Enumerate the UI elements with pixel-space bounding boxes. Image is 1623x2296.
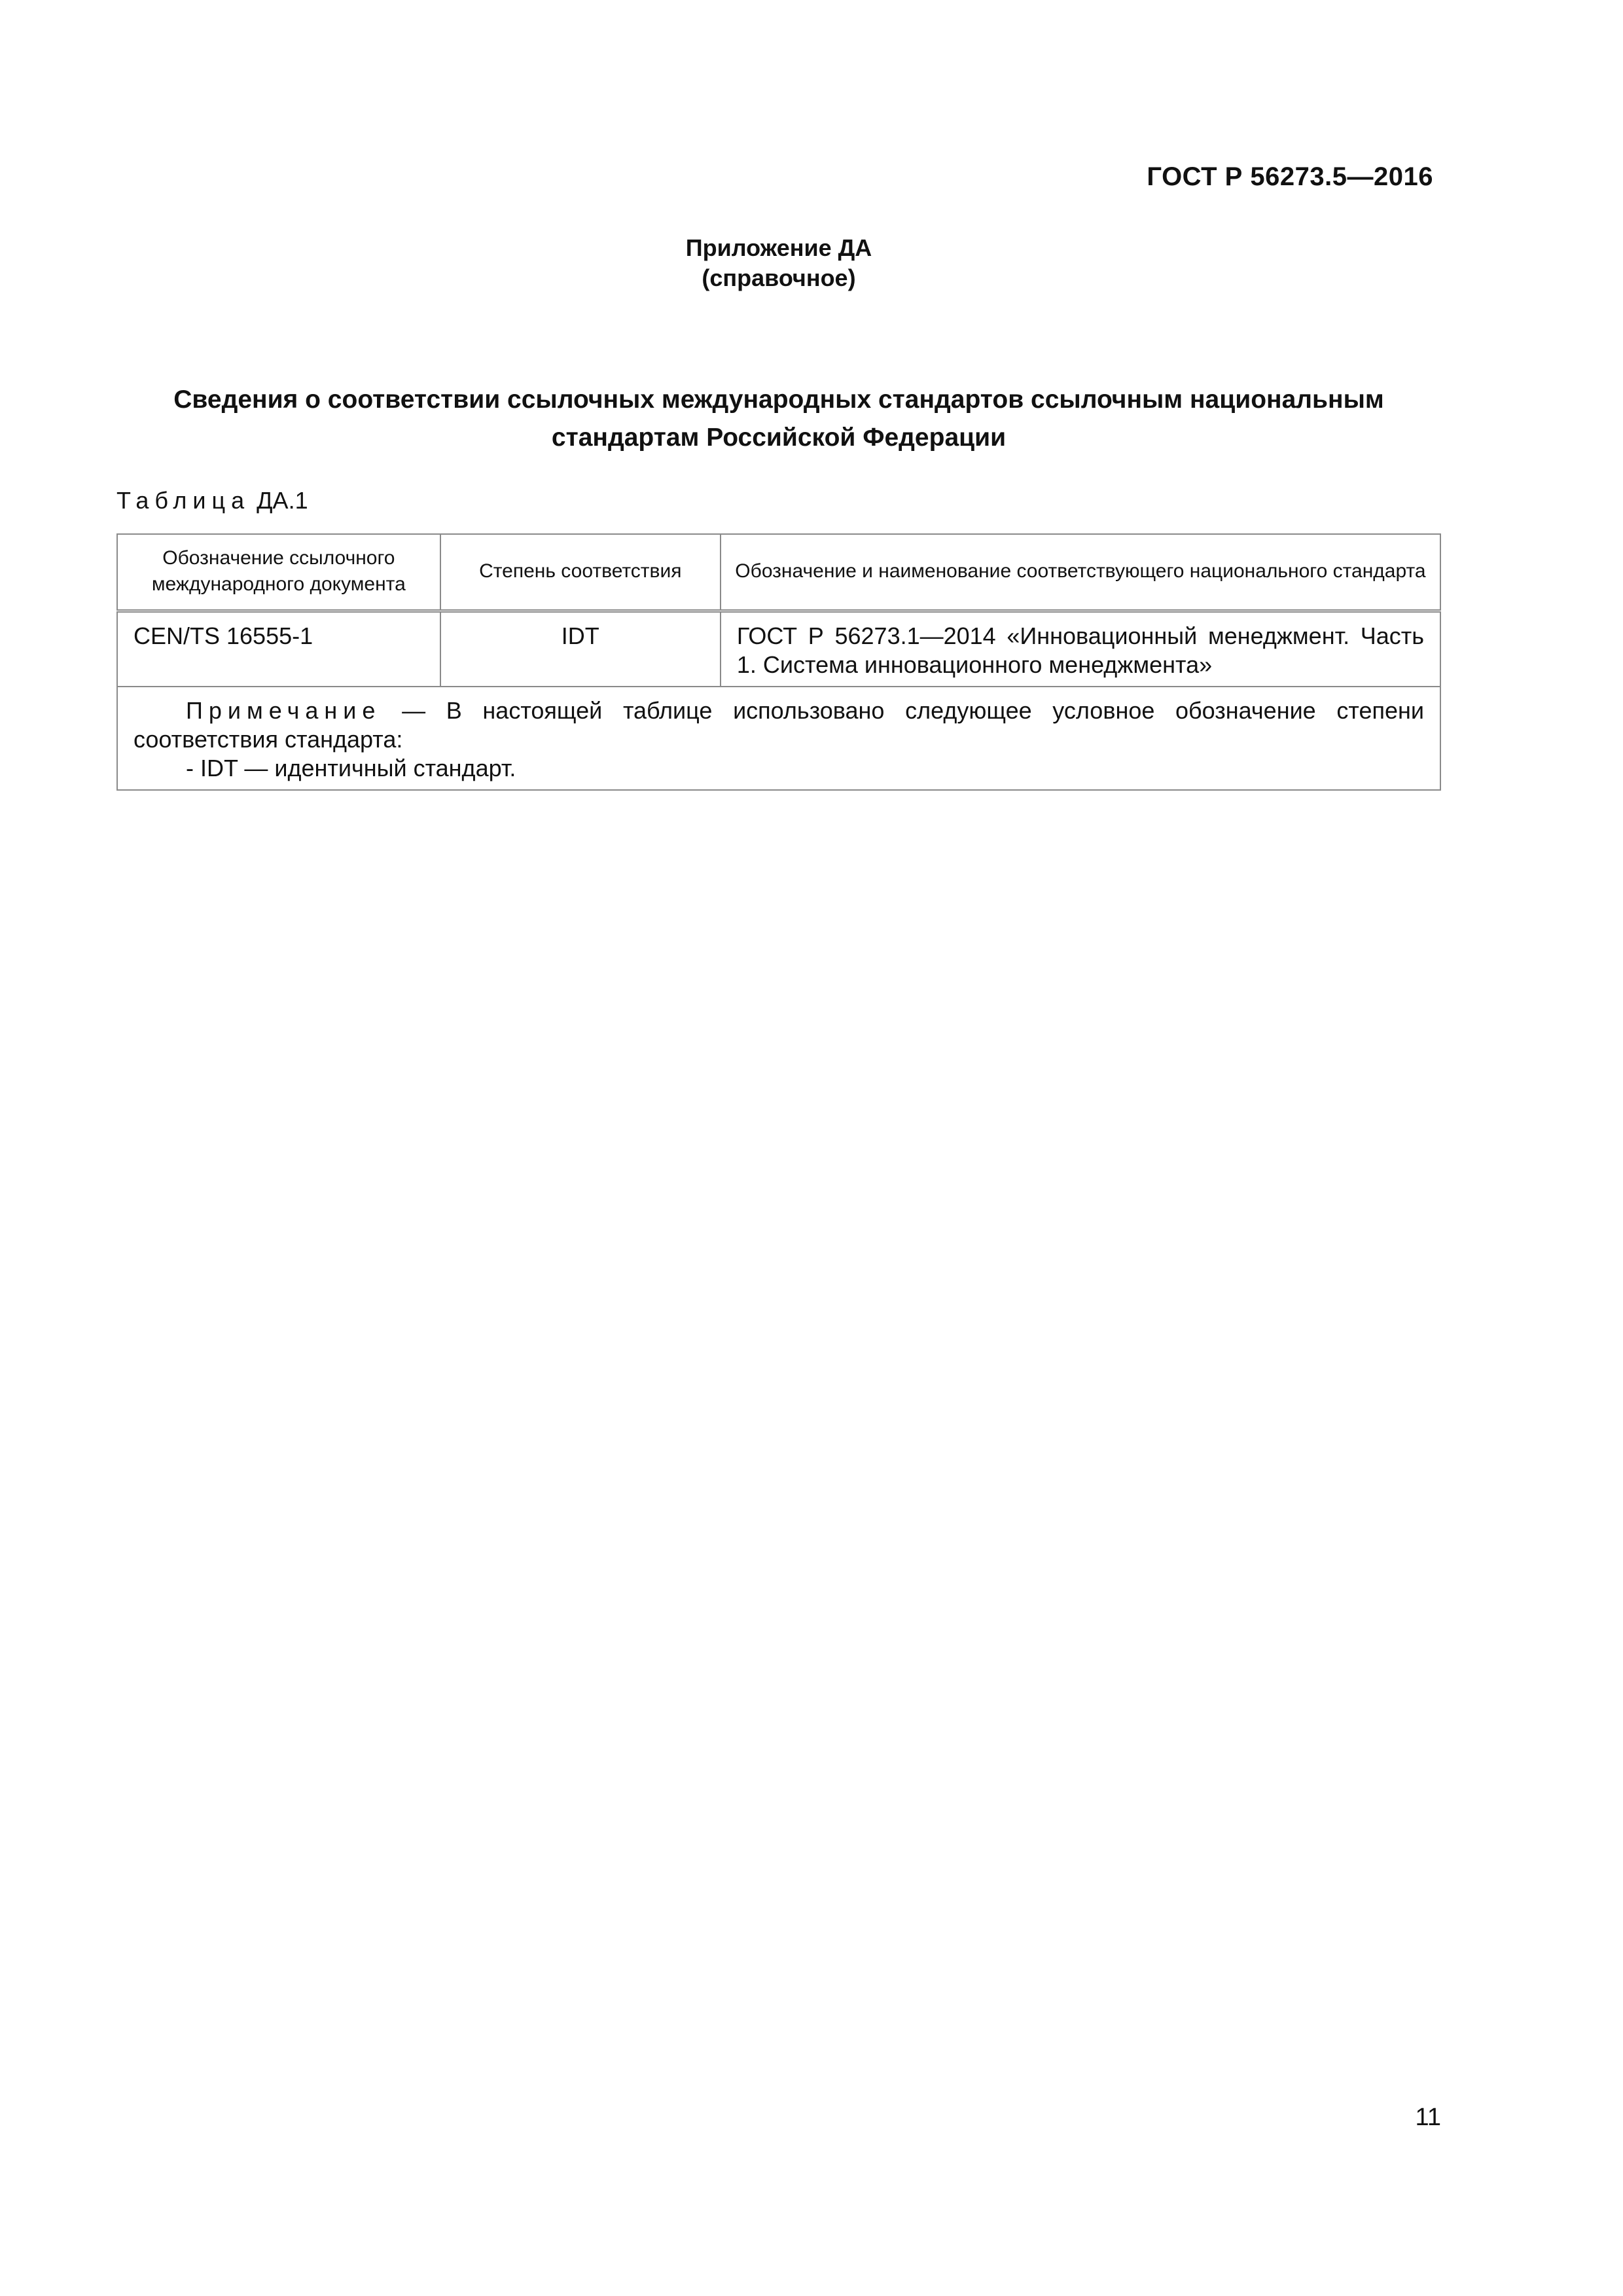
table-row [117, 611, 1440, 687]
appendix-heading [0, 233, 1558, 293]
header-degree: Степень соответствия [440, 534, 721, 611]
note-text [134, 696, 1424, 754]
appendix-title: Приложение ДА [685, 234, 872, 261]
table-note [117, 687, 1440, 790]
cell-national-standard: ГОСТ Р 56273.1—2014 «Инновационный менеджмент. Часть 1. Система инновационного менеджмента» [721, 611, 1440, 687]
note-label: Примечание [186, 697, 382, 724]
cell-degree: IDT [440, 611, 721, 687]
main-title: Сведения о соответствии ссылочных международных стандартов ссылочным национальным стандартам Российской Федерации [173, 386, 1384, 452]
table-header-row [117, 534, 1440, 611]
header-international-doc: Обозначение ссылочного международного документа [117, 534, 440, 611]
note-item: - IDT — идентичный стандарт. [186, 755, 516, 781]
page-number: 11 [1415, 2104, 1441, 2131]
note-body: — В настоящей таблице использовано следующее условное обозначение степени соответствия стандарта: [134, 697, 1424, 753]
header-national-standard: Обозначение и наименование соответствующего национального стандарта [721, 534, 1440, 611]
table-caption [116, 487, 308, 514]
correspondence-table [116, 533, 1441, 791]
table-note-row [117, 687, 1440, 790]
table-caption-number: ДА.1 [257, 487, 308, 514]
document-code: ГОСТ Р 56273.5—2016 [1147, 162, 1433, 191]
table-caption-label: Таблица [116, 487, 251, 514]
appendix-subtitle: (справочное) [702, 264, 856, 291]
cell-international-doc: CEN/TS 16555-1 [117, 611, 440, 687]
